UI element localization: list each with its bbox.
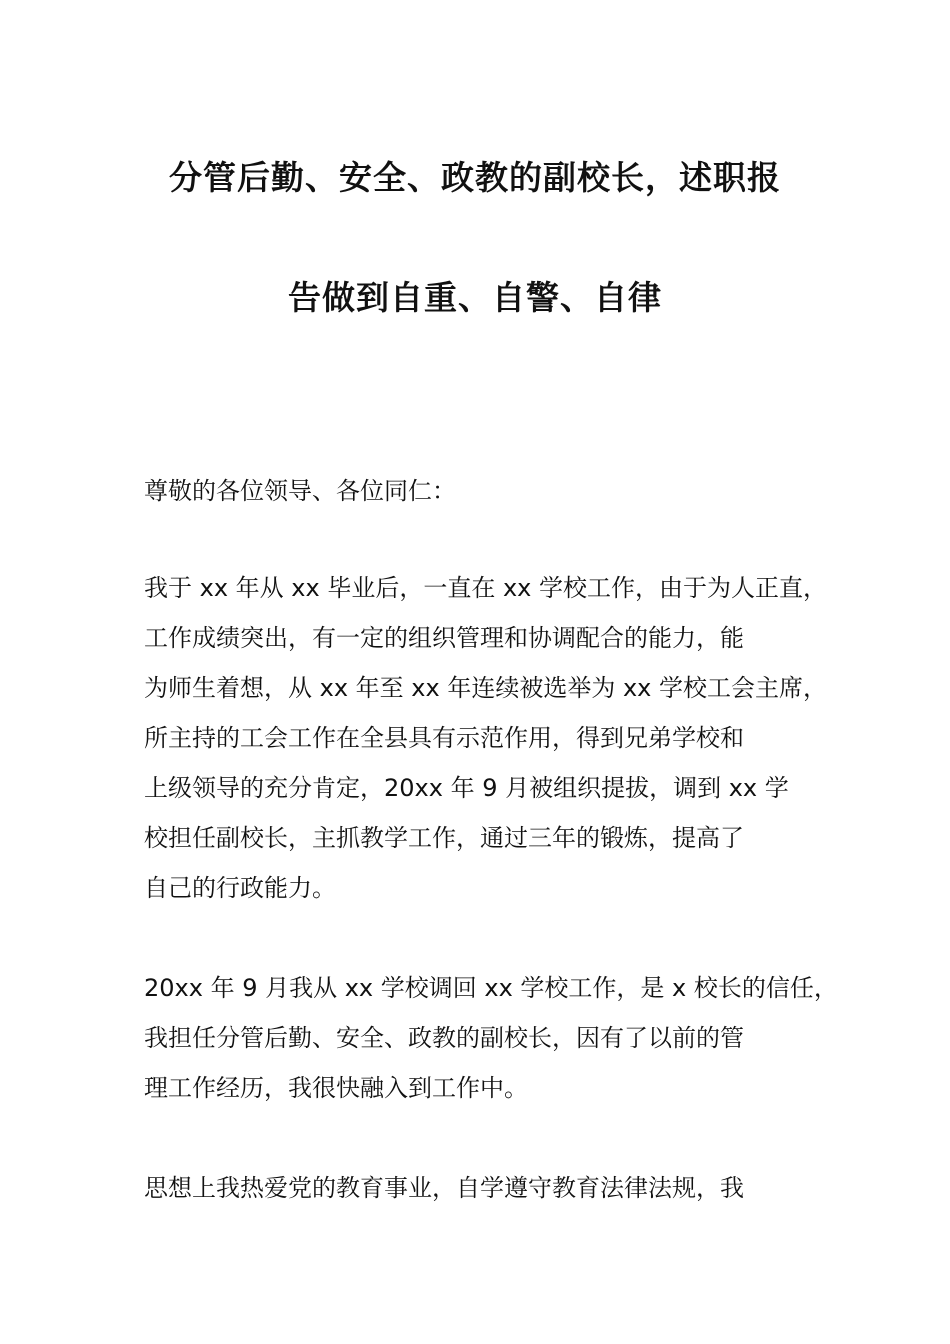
- paragraph-line: 我于 xx 年从 xx 毕业后，一直在 xx 学校工作，由于为人正直，: [144, 574, 827, 602]
- paragraph-1: [144, 563, 834, 913]
- paragraph-line: 为师生着想，从 xx 年至 xx 年连续被选举为 xx 学校工会主席，: [144, 674, 827, 702]
- paragraph-line: 理工作经历，我很快融入到工作中。: [144, 1074, 528, 1102]
- paragraph-line: 校担任副校长，主抓教学工作，通过三年的锻炼，提高了: [144, 824, 744, 852]
- paragraph-line: 所主持的工会工作在全县具有示范作用，得到兄弟学校和: [144, 724, 744, 752]
- document-title-line-1: 分管后勤、安全、政教的副校长，述职报: [169, 158, 781, 197]
- greeting: 尊敬的各位领导、各位同仁：: [144, 477, 456, 505]
- paragraph-line: 思想上我热爱党的教育事业，自学遵守教育法律法规，我: [144, 1174, 744, 1202]
- paragraph-2: [144, 963, 838, 1113]
- paragraph-line: 20xx 年 9 月我从 xx 学校调回 xx 学校工作，是 x 校长的信任，: [144, 974, 838, 1002]
- paragraph-line: 我担任分管后勤、安全、政教的副校长，因有了以前的管: [144, 1024, 744, 1052]
- paragraph-line: 工作成绩突出，有一定的组织管理和协调配合的能力，能: [144, 624, 744, 652]
- document-title-line-2: 告做到自重、自警、自律: [288, 278, 662, 317]
- paragraph-line: 上级领导的充分肯定，20xx 年 9 月被组织提拔，调到 xx 学: [144, 774, 789, 802]
- paragraph-line: 自己的行政能力。: [144, 874, 336, 902]
- paragraph-3: [144, 1163, 834, 1213]
